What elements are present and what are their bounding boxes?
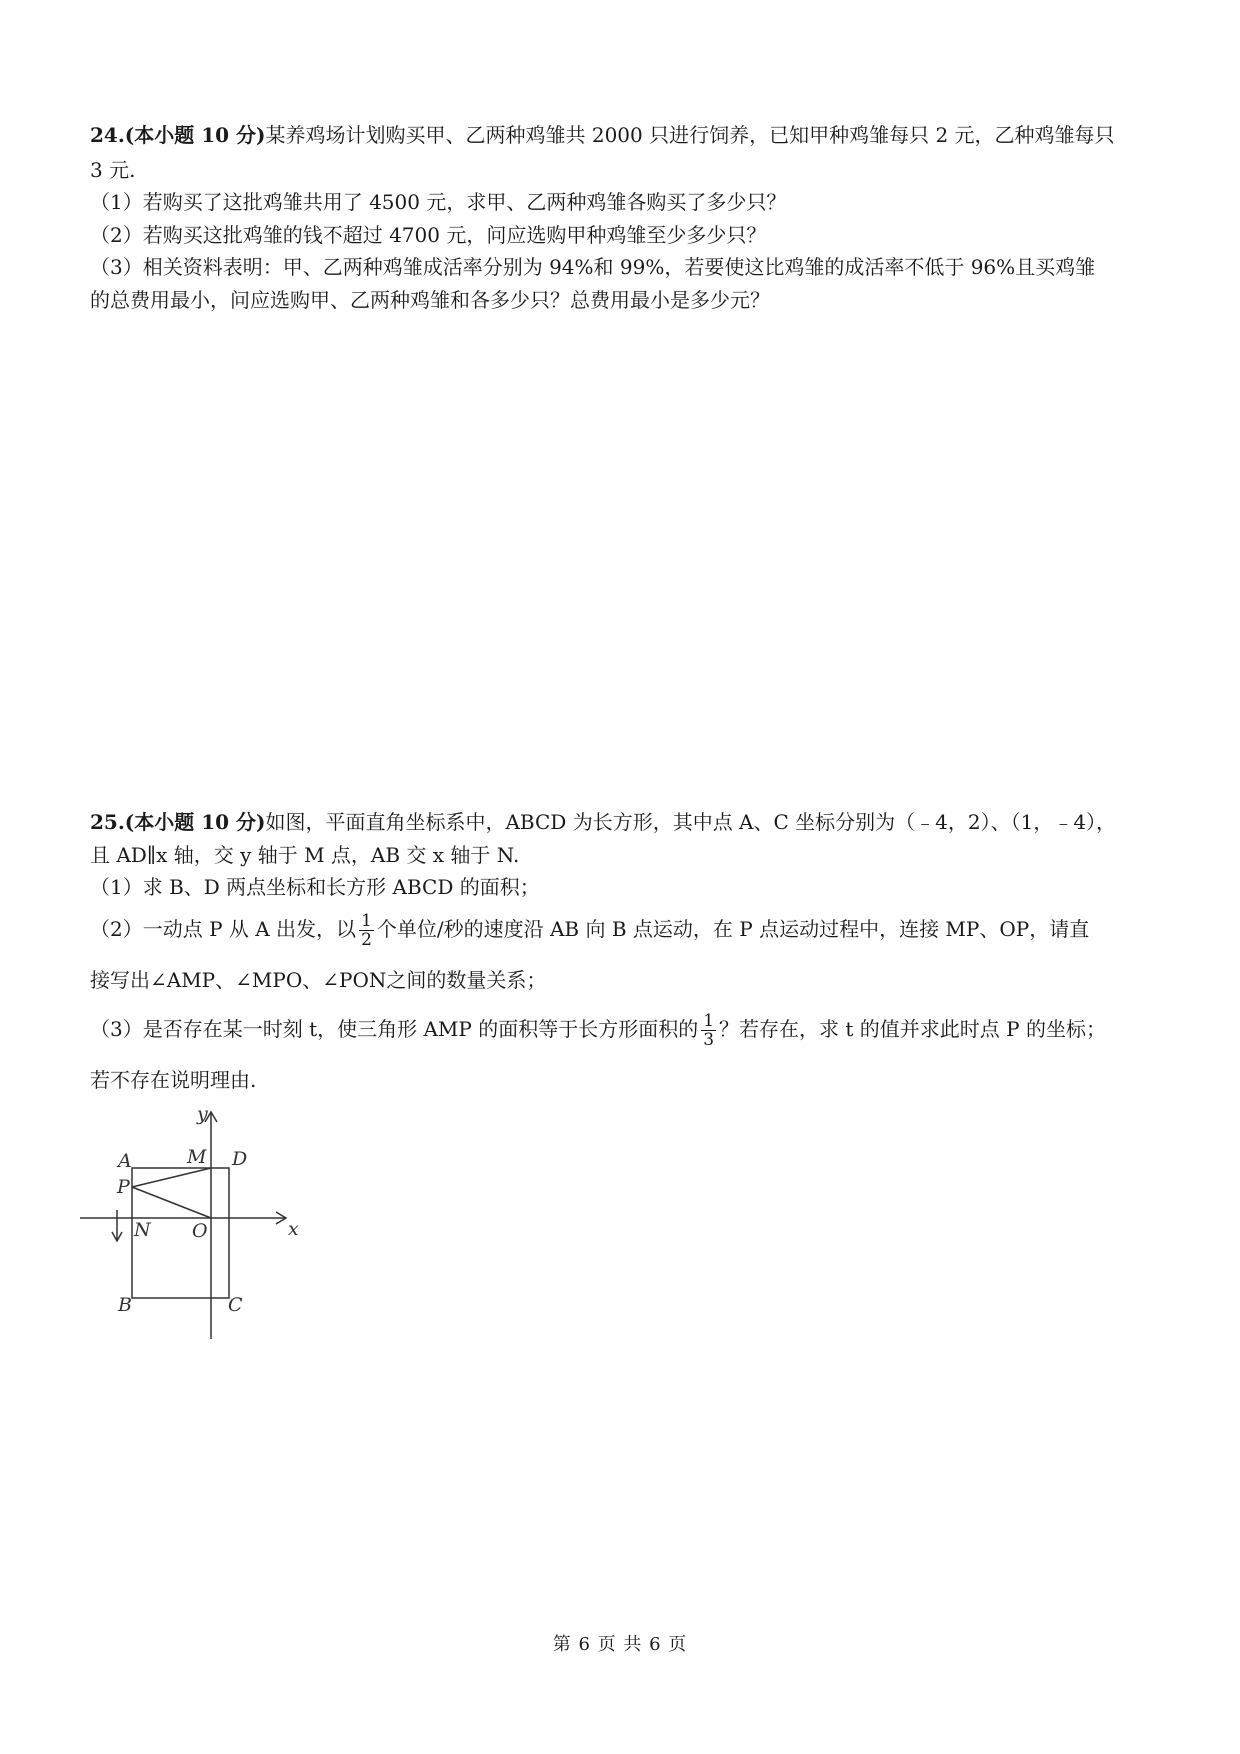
fraction-denominator: 3 [703,1030,715,1050]
segment-mp [132,1168,211,1187]
q24-stem-text: 某养鸡场计划购买甲、乙两种鸡雏共 2000 只进行饲养，已知甲种鸡雏每只 2 元，乙种鸡雏每只 [265,123,1115,147]
q25-number: 25.(本小题 10 分) [90,810,266,834]
q24-stem-line-1 [90,120,1160,150]
q25-part-3-line-2: 若不存在说明理由. [90,1068,257,1092]
label-y: y [197,1105,208,1125]
fraction-one-third [701,1012,716,1049]
label-c: C [228,1294,243,1316]
q24-part-3-line-1: （3）相关资料表明：甲、乙两种鸡雏成活率分别为 94%和 99%，若要使这比鸡雏的成活率不低于 96%且买鸡雏 [90,255,1096,279]
label-b: B [118,1294,132,1316]
label-n: N [134,1219,151,1241]
q25-part-2-text-a: （2）一动点 P 从 A 出发，以 [90,917,357,941]
q24-stem-line-2: 3 元. [90,158,136,182]
label-o: O [192,1220,208,1242]
q24-part-3-line-2: 的总费用最小，问应选购甲、乙两种鸡雏和各多少只？总费用最小是多少元？ [90,288,770,312]
q24-part-2: （2）若购买这批鸡雏的钱不超过 4700 元，问应选购甲种鸡雏至少多少只？ [90,223,767,247]
q25-part-3-text-a: （3）是否存在某一时刻 t，使三角形 AMP 的面积等于长方形面积的 [90,1017,699,1041]
label-m: M [187,1146,207,1168]
coordinate-diagram [80,1105,340,1355]
q25-part-1: （1）求 B、D 两点坐标和长方形 ABCD 的面积； [90,875,540,899]
label-a: A [118,1150,132,1172]
page-footer: 第 6 页 共 6 页 [552,1634,688,1655]
q25-stem-line-2: 且 AD∥x 轴，交 y 轴于 M 点，AB 交 x 轴于 N. [90,843,520,867]
label-p: P [117,1176,130,1198]
q25-stem-text: 如图，平面直角坐标系中，ABCD 为长方形，其中点 A、C 坐标分别为（﹣4，2）、（1，﹣4）， [265,810,1117,834]
q25-part-2-text-b: 个单位/秒的速度沿 AB 向 B 点运动，在 P 点运动过程中，连接 MP、OP，请直 [376,917,1090,941]
q25-part-3-line-1 [90,1012,1160,1049]
q25-part-2-line-2: 接写出∠AMP、∠MPO、∠PON之间的数量关系； [90,968,547,992]
q25-stem-line-1 [90,807,1160,837]
q24-part-1: （1）若购买了这批鸡雏共用了 4500 元，求甲、乙两种鸡雏各购买了多少只？ [90,190,787,214]
q25-part-2-line-1 [90,912,1160,949]
segment-op [132,1187,211,1218]
label-d: D [232,1148,248,1170]
fraction-numerator: 1 [703,1011,715,1031]
q24-number: 24.(本小题 10 分) [90,123,266,147]
fraction-denominator: 2 [361,930,372,950]
label-x: x [288,1218,299,1240]
q25-part-3-text-b: ？若存在，求 t 的值并求此时点 P 的坐标； [719,1017,1106,1041]
fraction-one-half [359,912,374,949]
fraction-numerator: 1 [361,911,372,931]
